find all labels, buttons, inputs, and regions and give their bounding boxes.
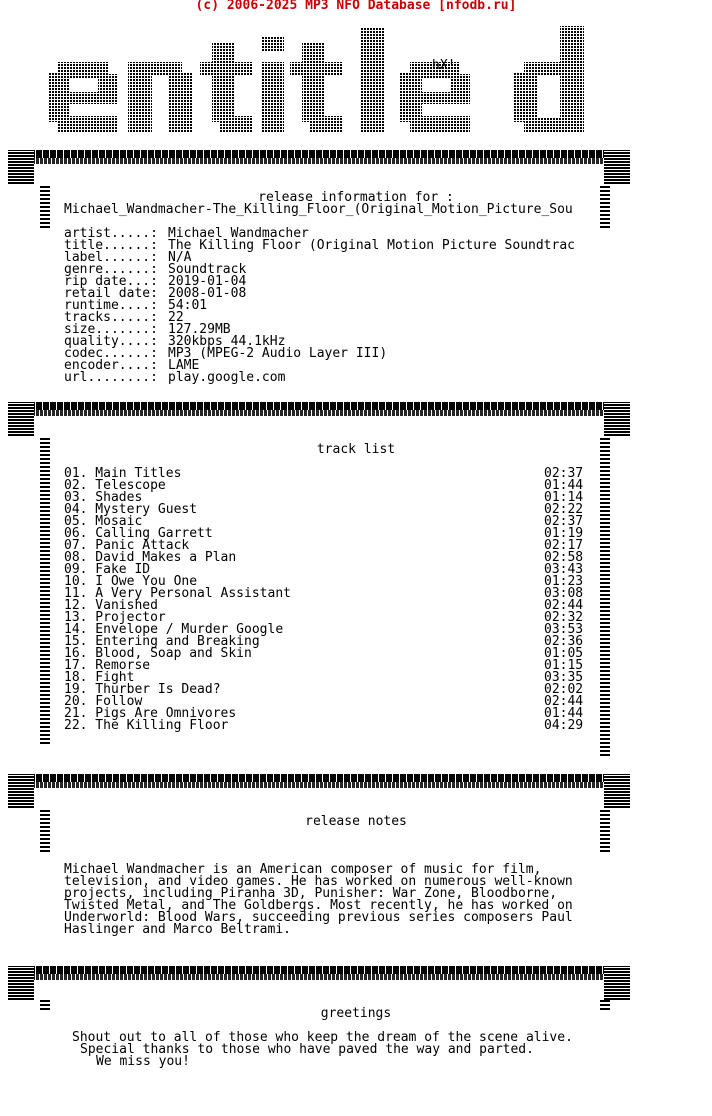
- track-name: 18. Fight: [64, 670, 135, 685]
- track-name: 05. Mosaic: [64, 514, 143, 529]
- note-line: Michael Wandmacher is an American composer of music for film,: [64, 862, 542, 877]
- track-duration: 03:35: [544, 670, 584, 685]
- track-duration: 02:37: [544, 466, 584, 481]
- section-border: [8, 150, 630, 184]
- track-duration: 01:15: [544, 658, 584, 673]
- field-value: MP3 (MPEG-2 Audio Layer III): [168, 346, 388, 361]
- left-border: [40, 184, 50, 228]
- note-line: projects, including Piranha 3D, Punisher: War Zone, Bloodborne,: [64, 886, 558, 901]
- release-name: Michael_Wandmacher-The_Killing_Floor_(Original_Motion_Picture_Sou: [64, 202, 573, 217]
- section-border: [8, 402, 630, 436]
- track-name: 15. Entering and Breaking: [64, 634, 260, 649]
- track-duration: 01:05: [544, 646, 584, 661]
- field-label: runtime....:: [64, 298, 158, 313]
- track-duration: 02:44: [544, 598, 584, 613]
- note-line: Twisted Metal, and The Goldbergs. Most recently, he has worked on: [64, 898, 573, 913]
- track-name: 12. Vanished: [64, 598, 158, 613]
- field-label: genre......:: [64, 262, 158, 277]
- release-notes-text: [64, 864, 604, 936]
- field-value: 2008-01-08: [168, 286, 247, 301]
- field-label: size.......:: [64, 322, 158, 337]
- track-name: 01. Main Titles: [64, 466, 182, 481]
- field-value: N/A: [168, 250, 192, 265]
- field-label: retail date:: [64, 286, 158, 301]
- right-border: [600, 184, 610, 228]
- track-name: 06. Calling Garrett: [64, 526, 213, 541]
- track-name: 21. Pigs Are Omnivores: [64, 706, 237, 721]
- note-line: television, and video games. He has worked on numerous well-known: [64, 874, 573, 889]
- field-label: codec......:: [64, 346, 158, 361]
- track-name: 09. Fake ID: [64, 562, 151, 577]
- field-value: 127.29MB: [168, 322, 231, 337]
- left-border: [40, 808, 50, 852]
- track-name: 19. Thurber Is Dead?: [64, 682, 221, 697]
- greeting-line: Special thanks to those who have paved the way and parted.: [80, 1042, 534, 1057]
- field-value: 54:01: [168, 298, 208, 313]
- group-tag: hX!: [432, 58, 456, 73]
- note-line: Underworld: Blood Wars, succeeding previous series composers Paul: [64, 910, 573, 925]
- track-duration: 02:44: [544, 694, 584, 709]
- track-name: 04. Mystery Guest: [64, 502, 198, 517]
- track-duration: 03:43: [544, 562, 584, 577]
- track-name: 13. Projector: [64, 610, 166, 625]
- track-name: 11. A Very Personal Assistant: [64, 586, 291, 601]
- track-duration: 02:58: [544, 550, 584, 565]
- field-label: label......:: [64, 250, 158, 265]
- track-duration: 02:02: [544, 682, 584, 697]
- release-notes-header: release notes: [305, 814, 407, 829]
- track-name: 17. Remorse: [64, 658, 151, 673]
- track-name: 16. Blood, Soap and Skin: [64, 646, 252, 661]
- tracklist-header: track list: [316, 442, 396, 457]
- greetings-header: greetings: [320, 1006, 392, 1021]
- field-label: title......:: [64, 238, 158, 253]
- right-border: [600, 436, 610, 756]
- greeting-line: Shout out to all of those who keep the dream of the scene alive.: [72, 1030, 573, 1045]
- field-label: artist.....:: [64, 226, 158, 241]
- field-value: play.google.com: [168, 370, 286, 385]
- field-label: tracks.....:: [64, 310, 158, 325]
- section-border: [8, 966, 630, 1000]
- track-name: 02. Telescope: [64, 478, 166, 493]
- field-value: Michael Wandmacher: [168, 226, 309, 241]
- note-line: Haslinger and Marco Beltrami.: [64, 922, 291, 937]
- track-duration: 01:19: [544, 526, 584, 541]
- track-duration: 02:17: [544, 538, 584, 553]
- track-duration: 02:22: [544, 502, 584, 517]
- track-name: 07. Panic Attack: [64, 538, 190, 553]
- track-name: 08. David Makes a Plan: [64, 550, 237, 565]
- field-value: LAME: [168, 358, 200, 373]
- entitled-logo: [40, 22, 640, 142]
- track-duration: 02:37: [544, 514, 584, 529]
- site-banner[interactable]: (c) 2006-2025 MP3 NFO Database [nfodb.ru]: [195, 0, 517, 13]
- field-label: quality....:: [64, 334, 158, 349]
- track-duration: 01:14: [544, 490, 584, 505]
- track-duration: 01:23: [544, 574, 584, 589]
- track-duration: 02:36: [544, 634, 584, 649]
- track-name: 03. Shades: [64, 490, 143, 505]
- track-duration: 01:44: [544, 478, 584, 493]
- track-name: 20. Follow: [64, 694, 143, 709]
- track-duration: 01:44: [544, 706, 584, 721]
- field-label: encoder....:: [64, 358, 158, 373]
- greeting-line: We miss you!: [96, 1054, 190, 1069]
- section-border: [8, 774, 630, 808]
- field-value: 2019-01-04: [168, 274, 247, 289]
- track-duration: 03:53: [544, 622, 584, 637]
- track-name: 10. I Owe You One: [64, 574, 198, 589]
- left-border: [40, 436, 50, 744]
- field-value: 22: [168, 310, 184, 325]
- release-info-header: release information for :: [258, 190, 454, 205]
- field-value: Soundtrack: [168, 262, 247, 277]
- field-label: url........:: [64, 370, 158, 385]
- track-name: 14. Envelope / Murder Google: [64, 622, 284, 637]
- right-border: [600, 808, 610, 852]
- field-value: 320kbps 44.1kHz: [168, 334, 286, 349]
- track-duration: 02:32: [544, 610, 584, 625]
- field-value: The Killing Floor (Original Motion Picture Soundtrac: [168, 238, 575, 253]
- track-name: 22. The Killing Floor: [64, 718, 229, 733]
- track-duration: 04:29: [544, 718, 584, 733]
- track-duration: 03:08: [544, 586, 584, 601]
- field-label: rip date...:: [64, 274, 158, 289]
